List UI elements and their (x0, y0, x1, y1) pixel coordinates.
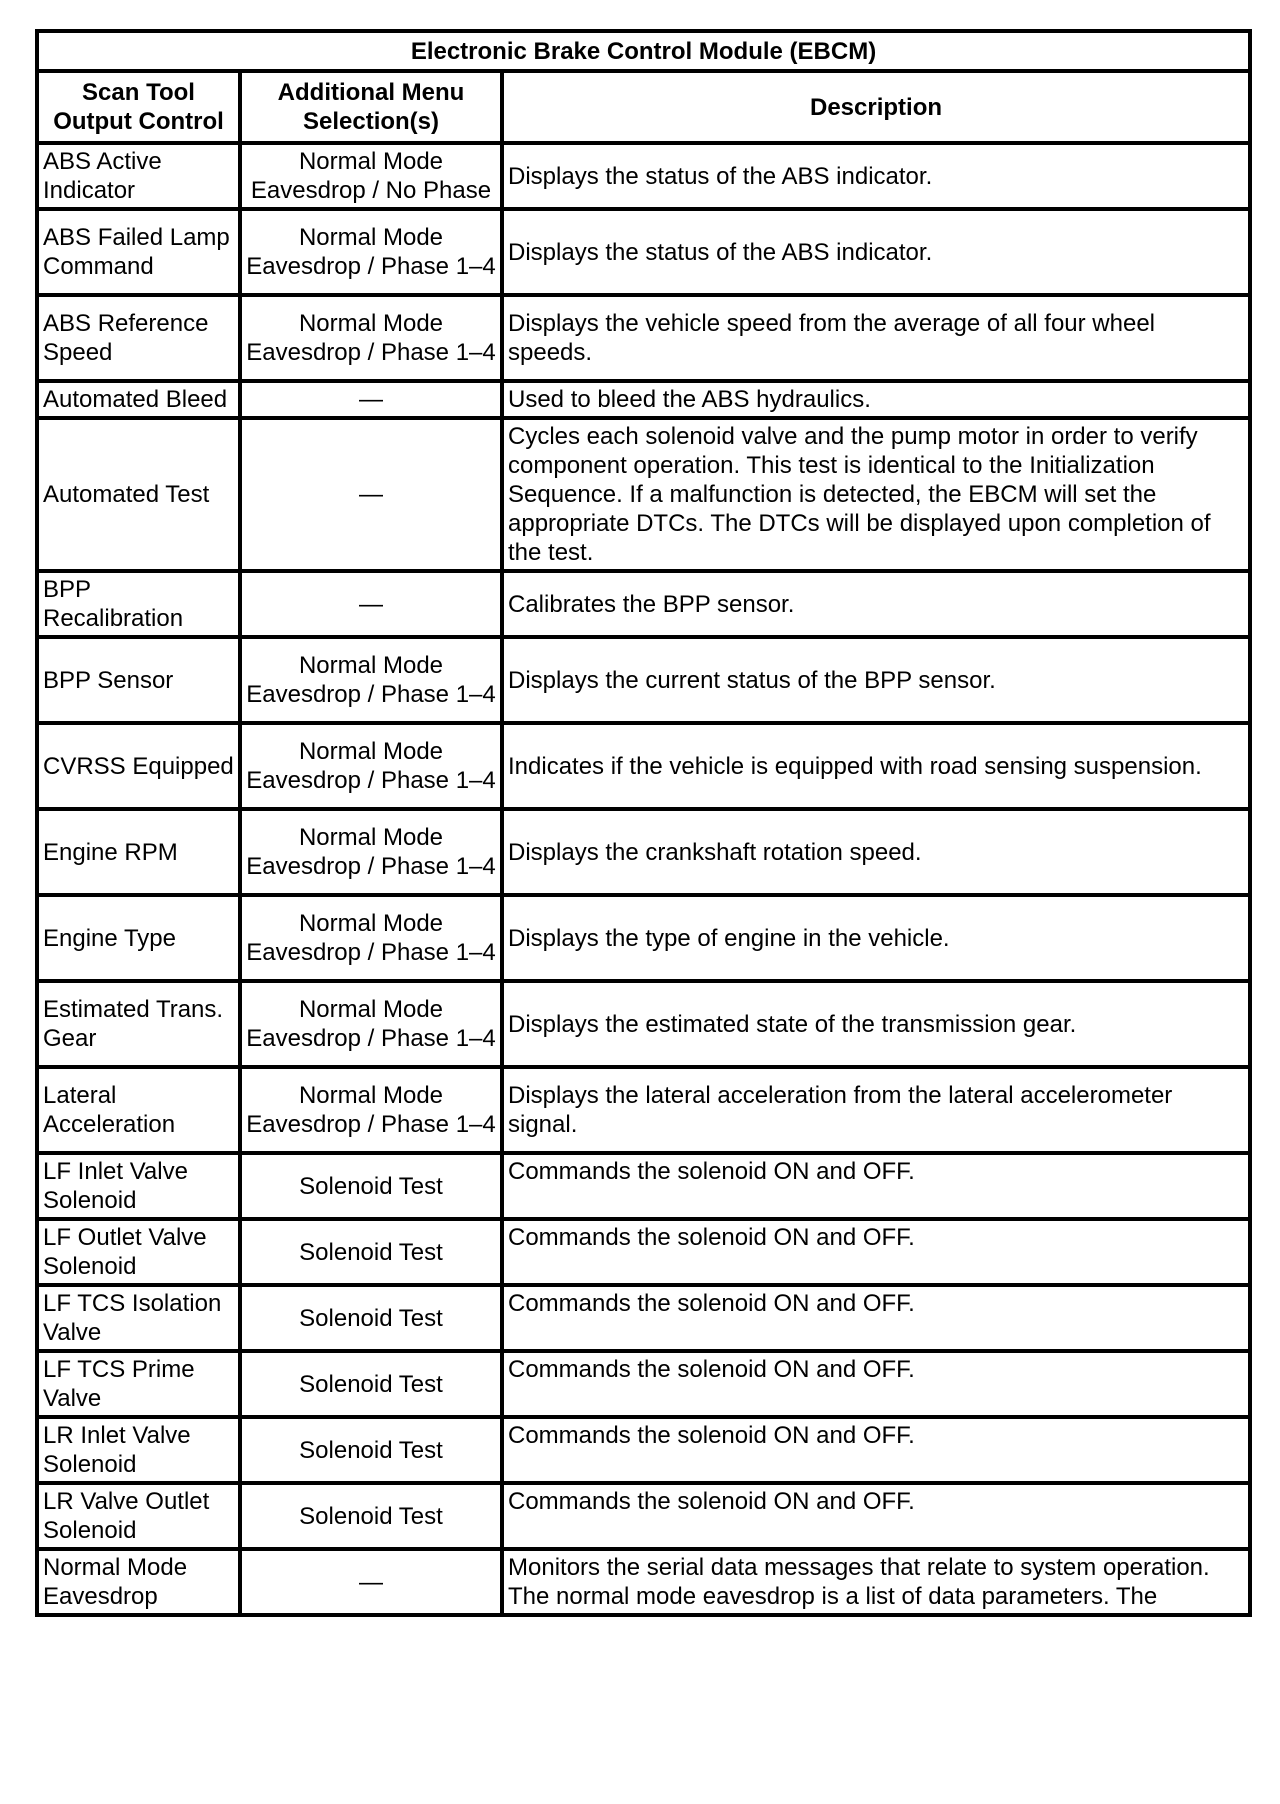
cell-control: LR Inlet Valve Solenoid (37, 1417, 240, 1483)
cell-control: Automated Test (37, 418, 240, 571)
cell-menu-selection: — (240, 571, 502, 637)
cell-menu-selection: — (240, 418, 502, 571)
table-row (37, 295, 1250, 381)
table-row (37, 381, 1250, 418)
cell-description: Displays the status of the ABS indicator. (502, 143, 1250, 209)
cell-menu-selection: Normal Mode Eavesdrop / Phase 1–4 (240, 981, 502, 1067)
cell-control: ABS Active Indicator (37, 143, 240, 209)
table-row (37, 1549, 1250, 1615)
header-description: Description (502, 71, 1250, 143)
cell-menu-selection: — (240, 1549, 502, 1615)
cell-description: Displays the status of the ABS indicator. (502, 209, 1250, 295)
cell-menu-selection: Solenoid Test (240, 1153, 502, 1219)
table-row (37, 723, 1250, 809)
ebcm-output-control-table (35, 29, 1252, 1617)
cell-description: Displays the current status of the BPP sensor. (502, 637, 1250, 723)
cell-control: BPP Recalibration (37, 571, 240, 637)
cell-description: Commands the solenoid ON and OFF. (502, 1153, 1250, 1219)
cell-description: Displays the lateral acceleration from the lateral accelerometer signal. (502, 1067, 1250, 1153)
cell-description: Indicates if the vehicle is equipped with road sensing suspension. (502, 723, 1250, 809)
cell-description: Used to bleed the ABS hydraulics. (502, 381, 1250, 418)
cell-control: Normal Mode Eavesdrop (37, 1549, 240, 1615)
cell-control: LF Outlet Valve Solenoid (37, 1219, 240, 1285)
cell-control: LF Inlet Valve Solenoid (37, 1153, 240, 1219)
table-row (37, 809, 1250, 895)
cell-description: Commands the solenoid ON and OFF. (502, 1285, 1250, 1351)
cell-description: Commands the solenoid ON and OFF. (502, 1417, 1250, 1483)
cell-control: ABS Reference Speed (37, 295, 240, 381)
table-row (37, 418, 1250, 571)
cell-description: Commands the solenoid ON and OFF. (502, 1483, 1250, 1549)
cell-menu-selection: Solenoid Test (240, 1219, 502, 1285)
cell-description: Commands the solenoid ON and OFF. (502, 1351, 1250, 1417)
cell-control: Engine Type (37, 895, 240, 981)
cell-description: Displays the type of engine in the vehicle. (502, 895, 1250, 981)
cell-description: Monitors the serial data messages that relate to system operation. The normal mode eavesdrop is a list of data parameters. The (502, 1549, 1250, 1615)
table-row (37, 981, 1250, 1067)
cell-menu-selection: Solenoid Test (240, 1285, 502, 1351)
table-row (37, 143, 1250, 209)
cell-menu-selection: Solenoid Test (240, 1351, 502, 1417)
table-row (37, 637, 1250, 723)
cell-control: ABS Failed Lamp Command (37, 209, 240, 295)
cell-control: Automated Bleed (37, 381, 240, 418)
cell-control: Lateral Acceleration (37, 1067, 240, 1153)
cell-menu-selection: Normal Mode Eavesdrop / No Phase (240, 143, 502, 209)
cell-control: LF TCS Prime Valve (37, 1351, 240, 1417)
table-row (37, 571, 1250, 637)
table-row (37, 1285, 1250, 1351)
cell-menu-selection: Normal Mode Eavesdrop / Phase 1–4 (240, 723, 502, 809)
table-row (37, 1417, 1250, 1483)
cell-menu-selection: Solenoid Test (240, 1417, 502, 1483)
table-row (37, 1351, 1250, 1417)
table-header-row (37, 71, 1250, 143)
cell-menu-selection: Normal Mode Eavesdrop / Phase 1–4 (240, 895, 502, 981)
cell-menu-selection: Normal Mode Eavesdrop / Phase 1–4 (240, 1067, 502, 1153)
cell-control: CVRSS Equipped (37, 723, 240, 809)
cell-control: Engine RPM (37, 809, 240, 895)
table-row (37, 1483, 1250, 1549)
header-additional-menu-selections: Additional Menu Selection(s) (240, 71, 502, 143)
cell-description: Displays the vehicle speed from the average of all four wheel speeds. (502, 295, 1250, 381)
cell-menu-selection: — (240, 381, 502, 418)
cell-description: Commands the solenoid ON and OFF. (502, 1219, 1250, 1285)
cell-control: Estimated Trans. Gear (37, 981, 240, 1067)
table-row (37, 209, 1250, 295)
cell-description: Displays the crankshaft rotation speed. (502, 809, 1250, 895)
cell-control: BPP Sensor (37, 637, 240, 723)
cell-menu-selection: Normal Mode Eavesdrop / Phase 1–4 (240, 637, 502, 723)
table-row (37, 1153, 1250, 1219)
cell-description: Displays the estimated state of the transmission gear. (502, 981, 1250, 1067)
header-scan-tool-output-control: Scan Tool Output Control (37, 71, 240, 143)
cell-menu-selection: Normal Mode Eavesdrop / Phase 1–4 (240, 295, 502, 381)
table-row (37, 1219, 1250, 1285)
cell-control: LR Valve Outlet Solenoid (37, 1483, 240, 1549)
cell-menu-selection: Solenoid Test (240, 1483, 502, 1549)
table-title: Electronic Brake Control Module (EBCM) (37, 31, 1250, 71)
cell-description: Cycles each solenoid valve and the pump motor in order to verify component operation. This test is identical to the Initialization Sequence. If a malfunction is detected, the EBCM will set the appropriate DTCs. The DTCs will be displayed upon completion of the test. (502, 418, 1250, 571)
table-row (37, 895, 1250, 981)
cell-menu-selection: Normal Mode Eavesdrop / Phase 1–4 (240, 209, 502, 295)
table-title-row (37, 31, 1250, 71)
cell-control: LF TCS Isolation Valve (37, 1285, 240, 1351)
cell-description: Calibrates the BPP sensor. (502, 571, 1250, 637)
table-row (37, 1067, 1250, 1153)
cell-menu-selection: Normal Mode Eavesdrop / Phase 1–4 (240, 809, 502, 895)
